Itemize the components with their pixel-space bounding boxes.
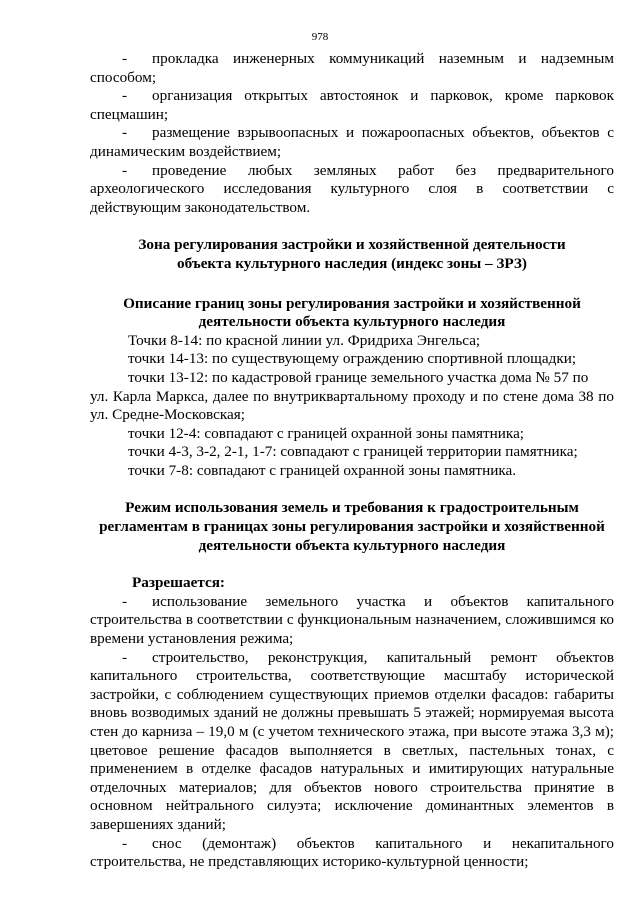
boundary-point: точки 4-3, 3-2, 2-1, 1-7: совпадают с границей территории памятника; [128, 443, 578, 461]
boundaries-heading-line: деятельности объекта культурного наследия [198, 313, 506, 331]
boundary-point: точки 13-12: по кадастровой границе земельного участка дома № 57 по [128, 368, 589, 386]
list-dash: - [122, 648, 128, 666]
boundary-point: Точки 8-14: по красной линии ул. Фридриха Энгельса; [128, 331, 481, 349]
regime-heading-line: регламентам в границах зоны регулирования застройки и хозяйственной [99, 518, 605, 536]
list-item [90, 87, 614, 124]
list-item-text: прокладка инженерных коммуникаций наземным и надземным способом; [90, 50, 614, 86]
list-item [90, 50, 614, 87]
regime-heading-line: деятельности объекта культурного наследия [198, 536, 506, 554]
zone-heading-line: объекта культурного наследия (индекс зоны – ЗРЗ) [177, 254, 527, 272]
list-item-text: строительство, реконструкция, капитальный ремонт объектов капитального строительства, соответствующие масштабу исторической застройки, с соблюдением существующих приемов отделки фасадов: габариты вновь возводимых зданий не должны превышать 5 этажей; нормируемая высота стен до карниза – 19,0 м (с учетом технического этажа, при высоте этажа 3,3 м); цветовое решение фасадов выполняется в светлых, пастельных тонах, с применением в отделке фасадов натуральных и имитирующих натуральные отделочных материалов; для объектов нового строительства принятие в основном нейтрального силуэта; исключение доминантных элементов в завершениях зданий; [90, 648, 614, 833]
list-item-text: использование земельного участка и объектов капитального строительства в соответствии с функциональным назначением, сложившимся ко времени установления режима; [90, 592, 614, 648]
list-dash: - [122, 50, 128, 67]
regime-heading-line: Режим использования земель и требования к градостроительным [125, 499, 579, 517]
list-item-text: снос (демонтаж) объектов капитального и некапитального строительства, не представляющих историко-культурной ценности; [90, 834, 614, 871]
list-dash: - [122, 834, 128, 852]
boundaries-heading-line: Описание границ зоны регулирования застройки и хозяйственной [123, 294, 581, 312]
boundary-point: ул. Карла Маркса, далее по внутриквартальному проходу и по стене дома 38 по ул. Средне-Московская; [90, 387, 614, 424]
page-number: 978 [311, 31, 329, 43]
list-item [90, 835, 614, 872]
list-item-text: организация открытых автостоянок и парковок, кроме парковок спецмашин; [90, 87, 614, 123]
list-item [90, 124, 614, 161]
page-content [90, 50, 614, 872]
list-item [90, 593, 614, 649]
boundary-point: точки 14-13: по существующему ограждению спортивной площадки; [128, 350, 577, 368]
allowed-label: Разрешается: [132, 574, 225, 592]
list-item [90, 162, 614, 218]
list-item-text: проведение любых земляных работ без предварительного археологического исследования культурного слоя в соответствии с действующим законодательством. [90, 161, 614, 216]
list-item-text: размещение взрывоопасных и пожароопасных объектов, объектов с динамическим воздействием; [90, 124, 614, 160]
boundary-point: точки 12-4: совпадают с границей охранной зоны памятника; [128, 424, 525, 442]
boundary-point: точки 7-8: совпадают с границей охранной зоны памятника. [128, 461, 517, 479]
list-dash: - [122, 161, 128, 179]
zone-heading-line: Зона регулирования застройки и хозяйственной деятельности [138, 236, 566, 254]
list-dash: - [122, 124, 128, 142]
list-item [90, 649, 614, 835]
list-dash: - [122, 592, 128, 610]
list-dash: - [122, 87, 128, 105]
